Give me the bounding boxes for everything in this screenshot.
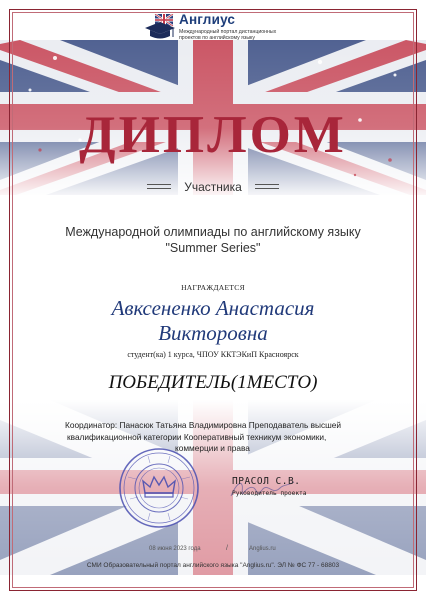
awarded-label: НАГРАЖДАЕТСЯ <box>181 283 245 292</box>
site-name: Anglius.ru <box>249 546 276 552</box>
olympiad-line-2: "Summer Series" <box>165 241 261 255</box>
footer-registration: СМИ Образовательный портал английского языка "Anglius.ru". ЭЛ № ФС 77 - 68803 <box>86 562 340 569</box>
issue-date: 08 июня 2023 года <box>149 546 201 552</box>
left-ornament <box>147 183 171 190</box>
logo-title: Англиус <box>179 12 236 27</box>
olympiad-name <box>30 224 396 256</box>
participant-role <box>0 176 426 195</box>
anglius-logo <box>143 12 293 52</box>
round-stamp <box>118 447 200 529</box>
coordinator-line-2: квалификационной категории Кооперативный техникум экономики, <box>67 431 327 442</box>
coordinator-line-3: коммерции и права <box>175 443 250 453</box>
result-text: ПОБЕДИТЕЛЬ(1МЕСТО) <box>108 372 318 393</box>
graduation-cap-flag-icon <box>143 14 177 44</box>
signatory-role: Руководитель проекта <box>232 490 307 497</box>
logo-subtitle: Международный портал дистанционных проектов по английскому языку <box>179 29 277 41</box>
recipient-name-line-1: Авксененко Анастасия <box>111 296 315 320</box>
recipient-name <box>20 296 406 346</box>
olympiad-line-1: Международной олимпиады по английскому языку <box>65 225 361 239</box>
recipient-name-line-2: Викторовна <box>158 321 268 345</box>
date-site-separator: / <box>226 545 228 552</box>
coordinator-line-1: Координатор: Панасюк Татьяна Владимировна Преподаватель высшей <box>65 420 342 430</box>
right-ornament <box>255 183 279 190</box>
signatory-name: ПРАСОЛ С.В. <box>232 476 301 487</box>
role-label: Участника <box>184 180 242 194</box>
diploma-title: ДИПЛОМ <box>79 106 347 164</box>
recipient-info: студент(ка) 1 курса, ЧПОУ ККТЭКиП Красноярск <box>127 350 299 359</box>
coordinator-block <box>65 420 365 455</box>
